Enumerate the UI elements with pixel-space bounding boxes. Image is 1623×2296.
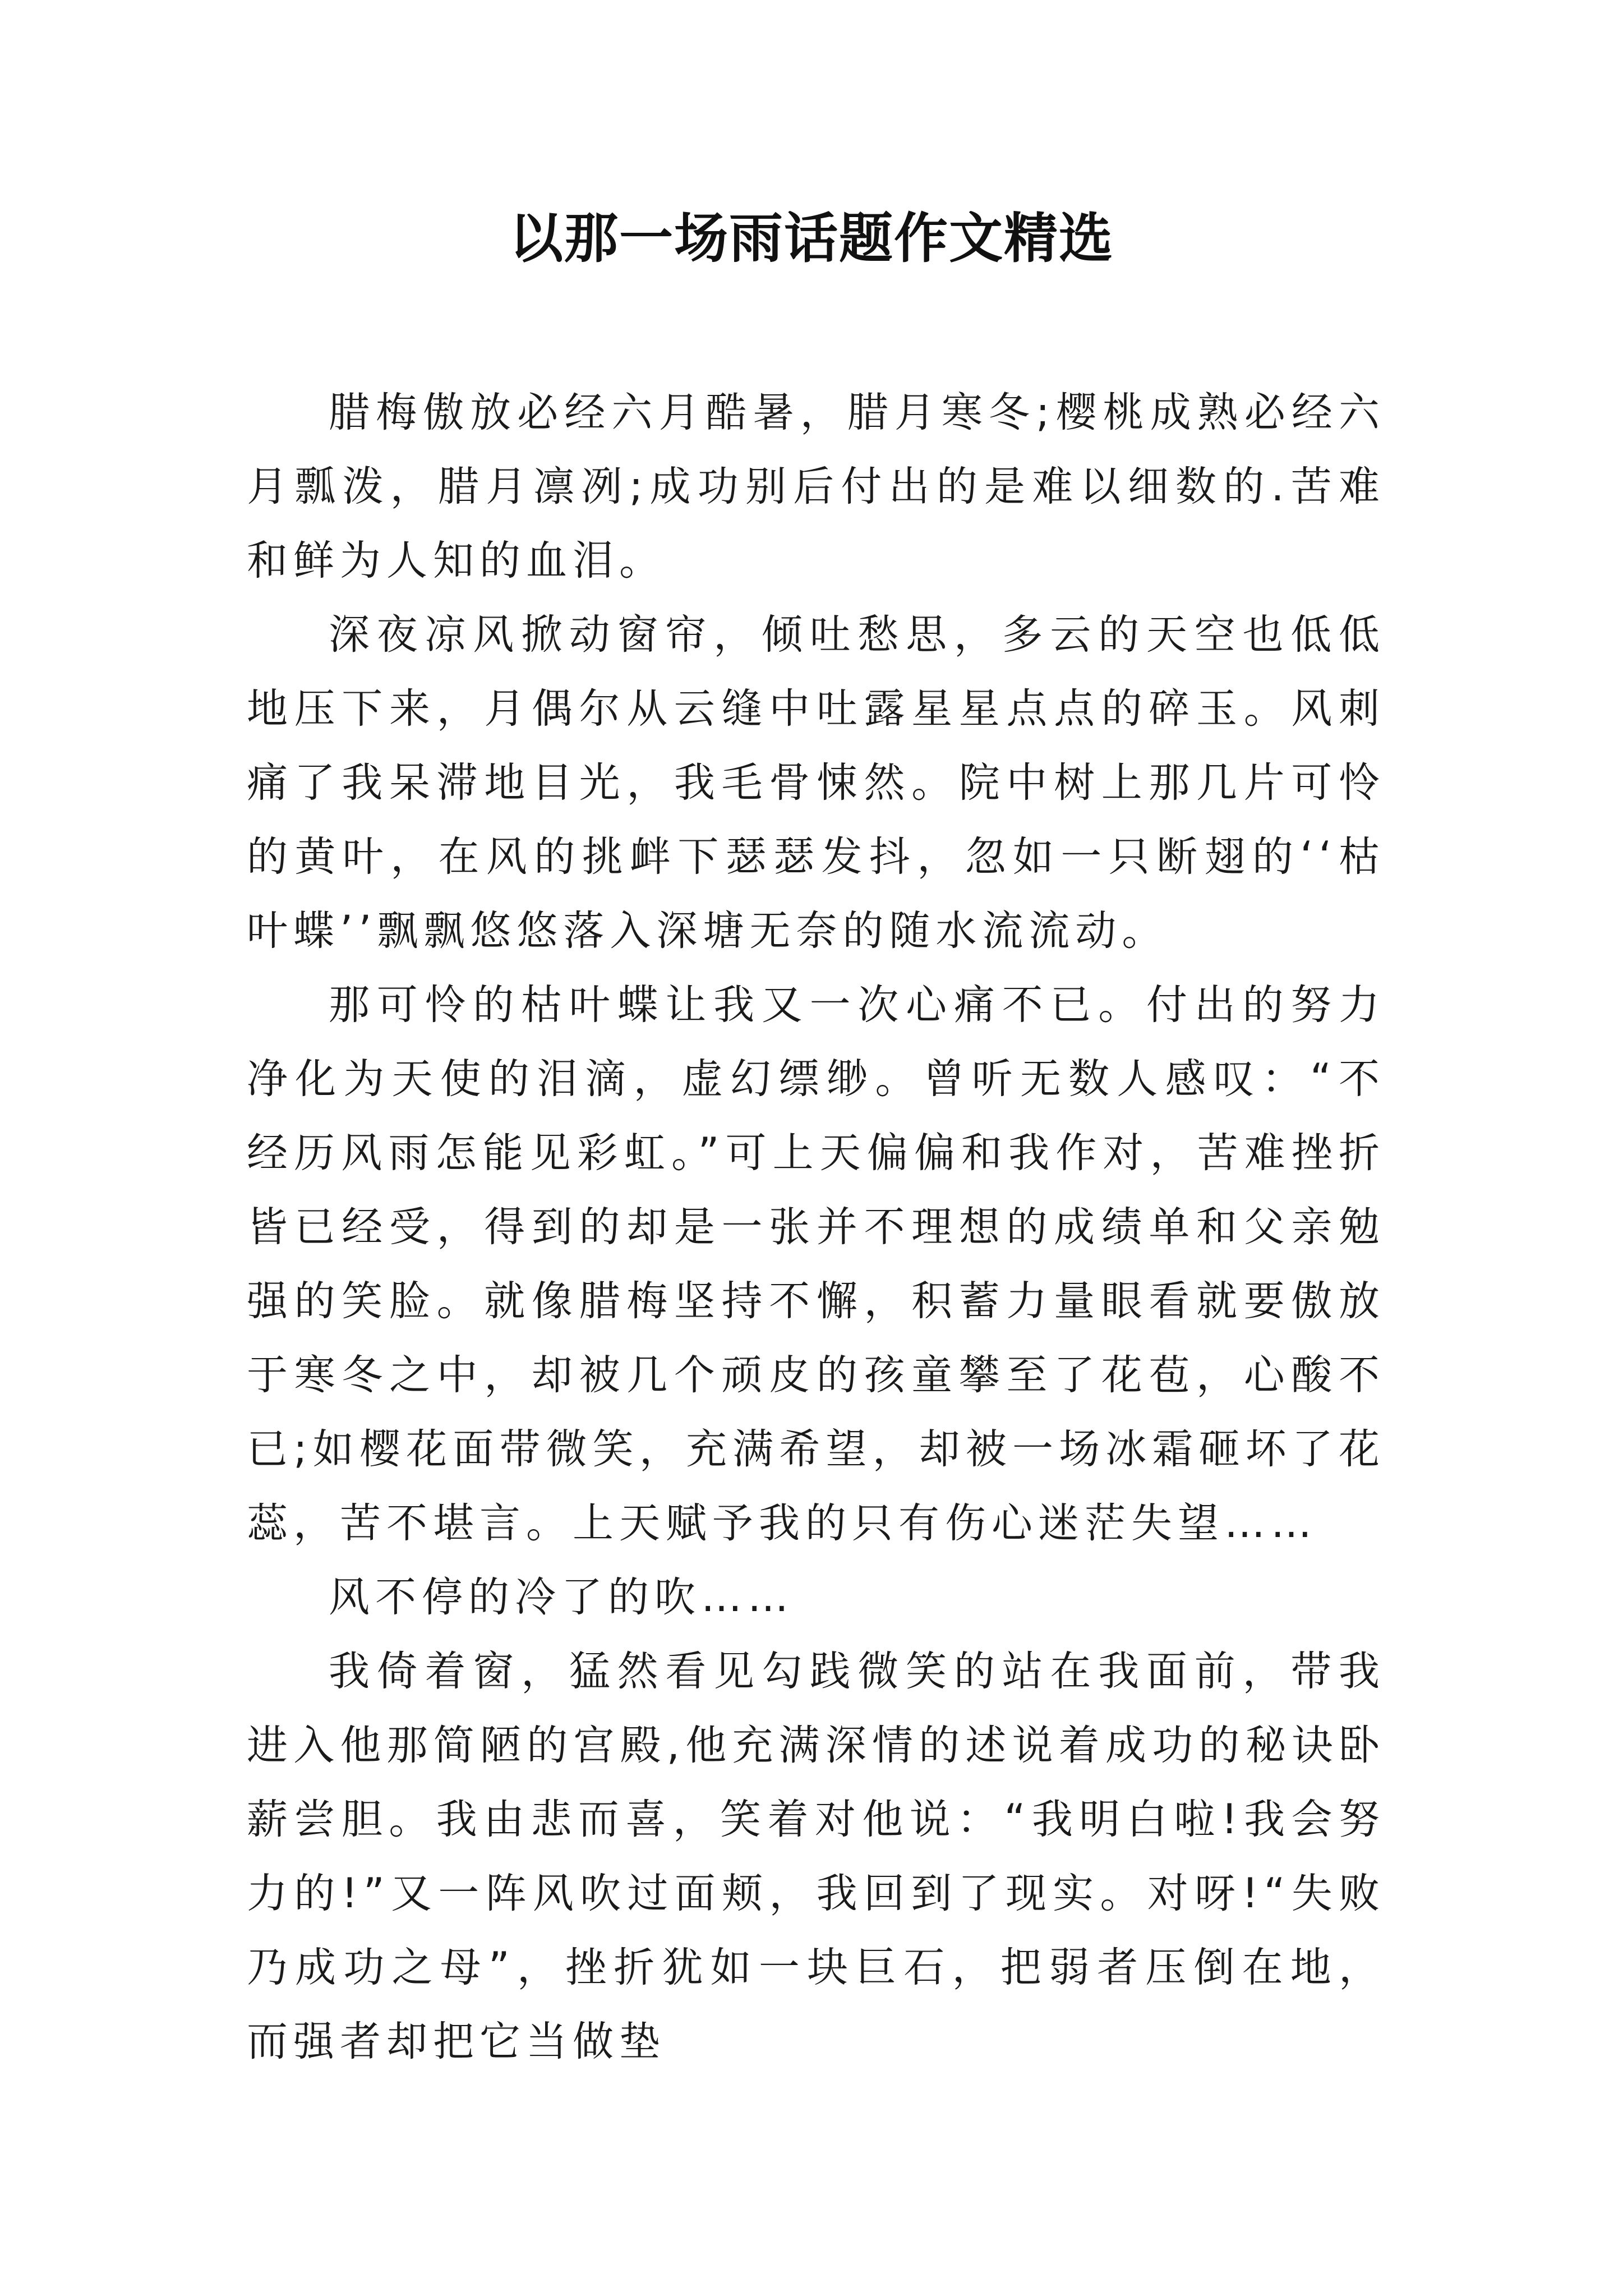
paragraph: 腊梅傲放必经六月酷暑，腊月寒冬;樱桃成熟必经六月瓢泼，腊月凛冽;成功别后付出的是难以细数的.苦难和鲜为人知的血泪。 xyxy=(247,389,1385,585)
paragraph: 风不停的冷了的吹…… xyxy=(329,1573,794,1621)
paragraph: 深夜凉风掀动窗帘，倾吐愁思，多云的天空也低低地压下来，月偶尔从云缝中吐露星星点点的碎玉。风刺痛了我呆滞地目光，我毛骨悚然。院中树上那几片可怜的黄叶，在风的挑衅下瑟瑟发抖，忽如一只断翅的‘‘枯叶蝶’’飘飘悠悠落入深塘无奈的随水流流动。 xyxy=(247,611,1385,955)
document-body xyxy=(247,376,1385,2079)
document-title: 以那一场雨话题作文精选 xyxy=(509,206,1114,270)
paragraph: 那可怜的枯叶蝶让我又一次心痛不已。付出的努力净化为天使的泪滴，虚幻缥缈。曾听无数人感叹：“不经历风雨怎能见彩虹。”可上天偏偏和我作对，苦难挫折皆已经受，得到的却是一张并不理想的成绩单和父亲勉强的笑脸。就像腊梅坚持不懈，积蓄力量眼看就要傲放于寒冬之中，却被几个顽皮的孩童攀至了花苞，心酸不已;如樱花面带微笑，充满希望，却被一场冰霜砸坏了花蕊，苦不堪言。上天赋予我的只有伤心迷茫失望…… xyxy=(247,981,1385,1547)
paragraph: 我倚着窗，猛然看见勾践微笑的站在我面前，带我进入他那简陋的宫殿,他充满深情的述说着成功的秘诀卧薪尝胆。我由悲而喜，笑着对他说：“我明白啦!我会努力的!”又一阵风吹过面颊，我回到了现实。对呀!“失败乃成功之母”，挫折犹如一块巨石，把弱者压倒在地，而强者却把它当做垫 xyxy=(247,1648,1385,2065)
